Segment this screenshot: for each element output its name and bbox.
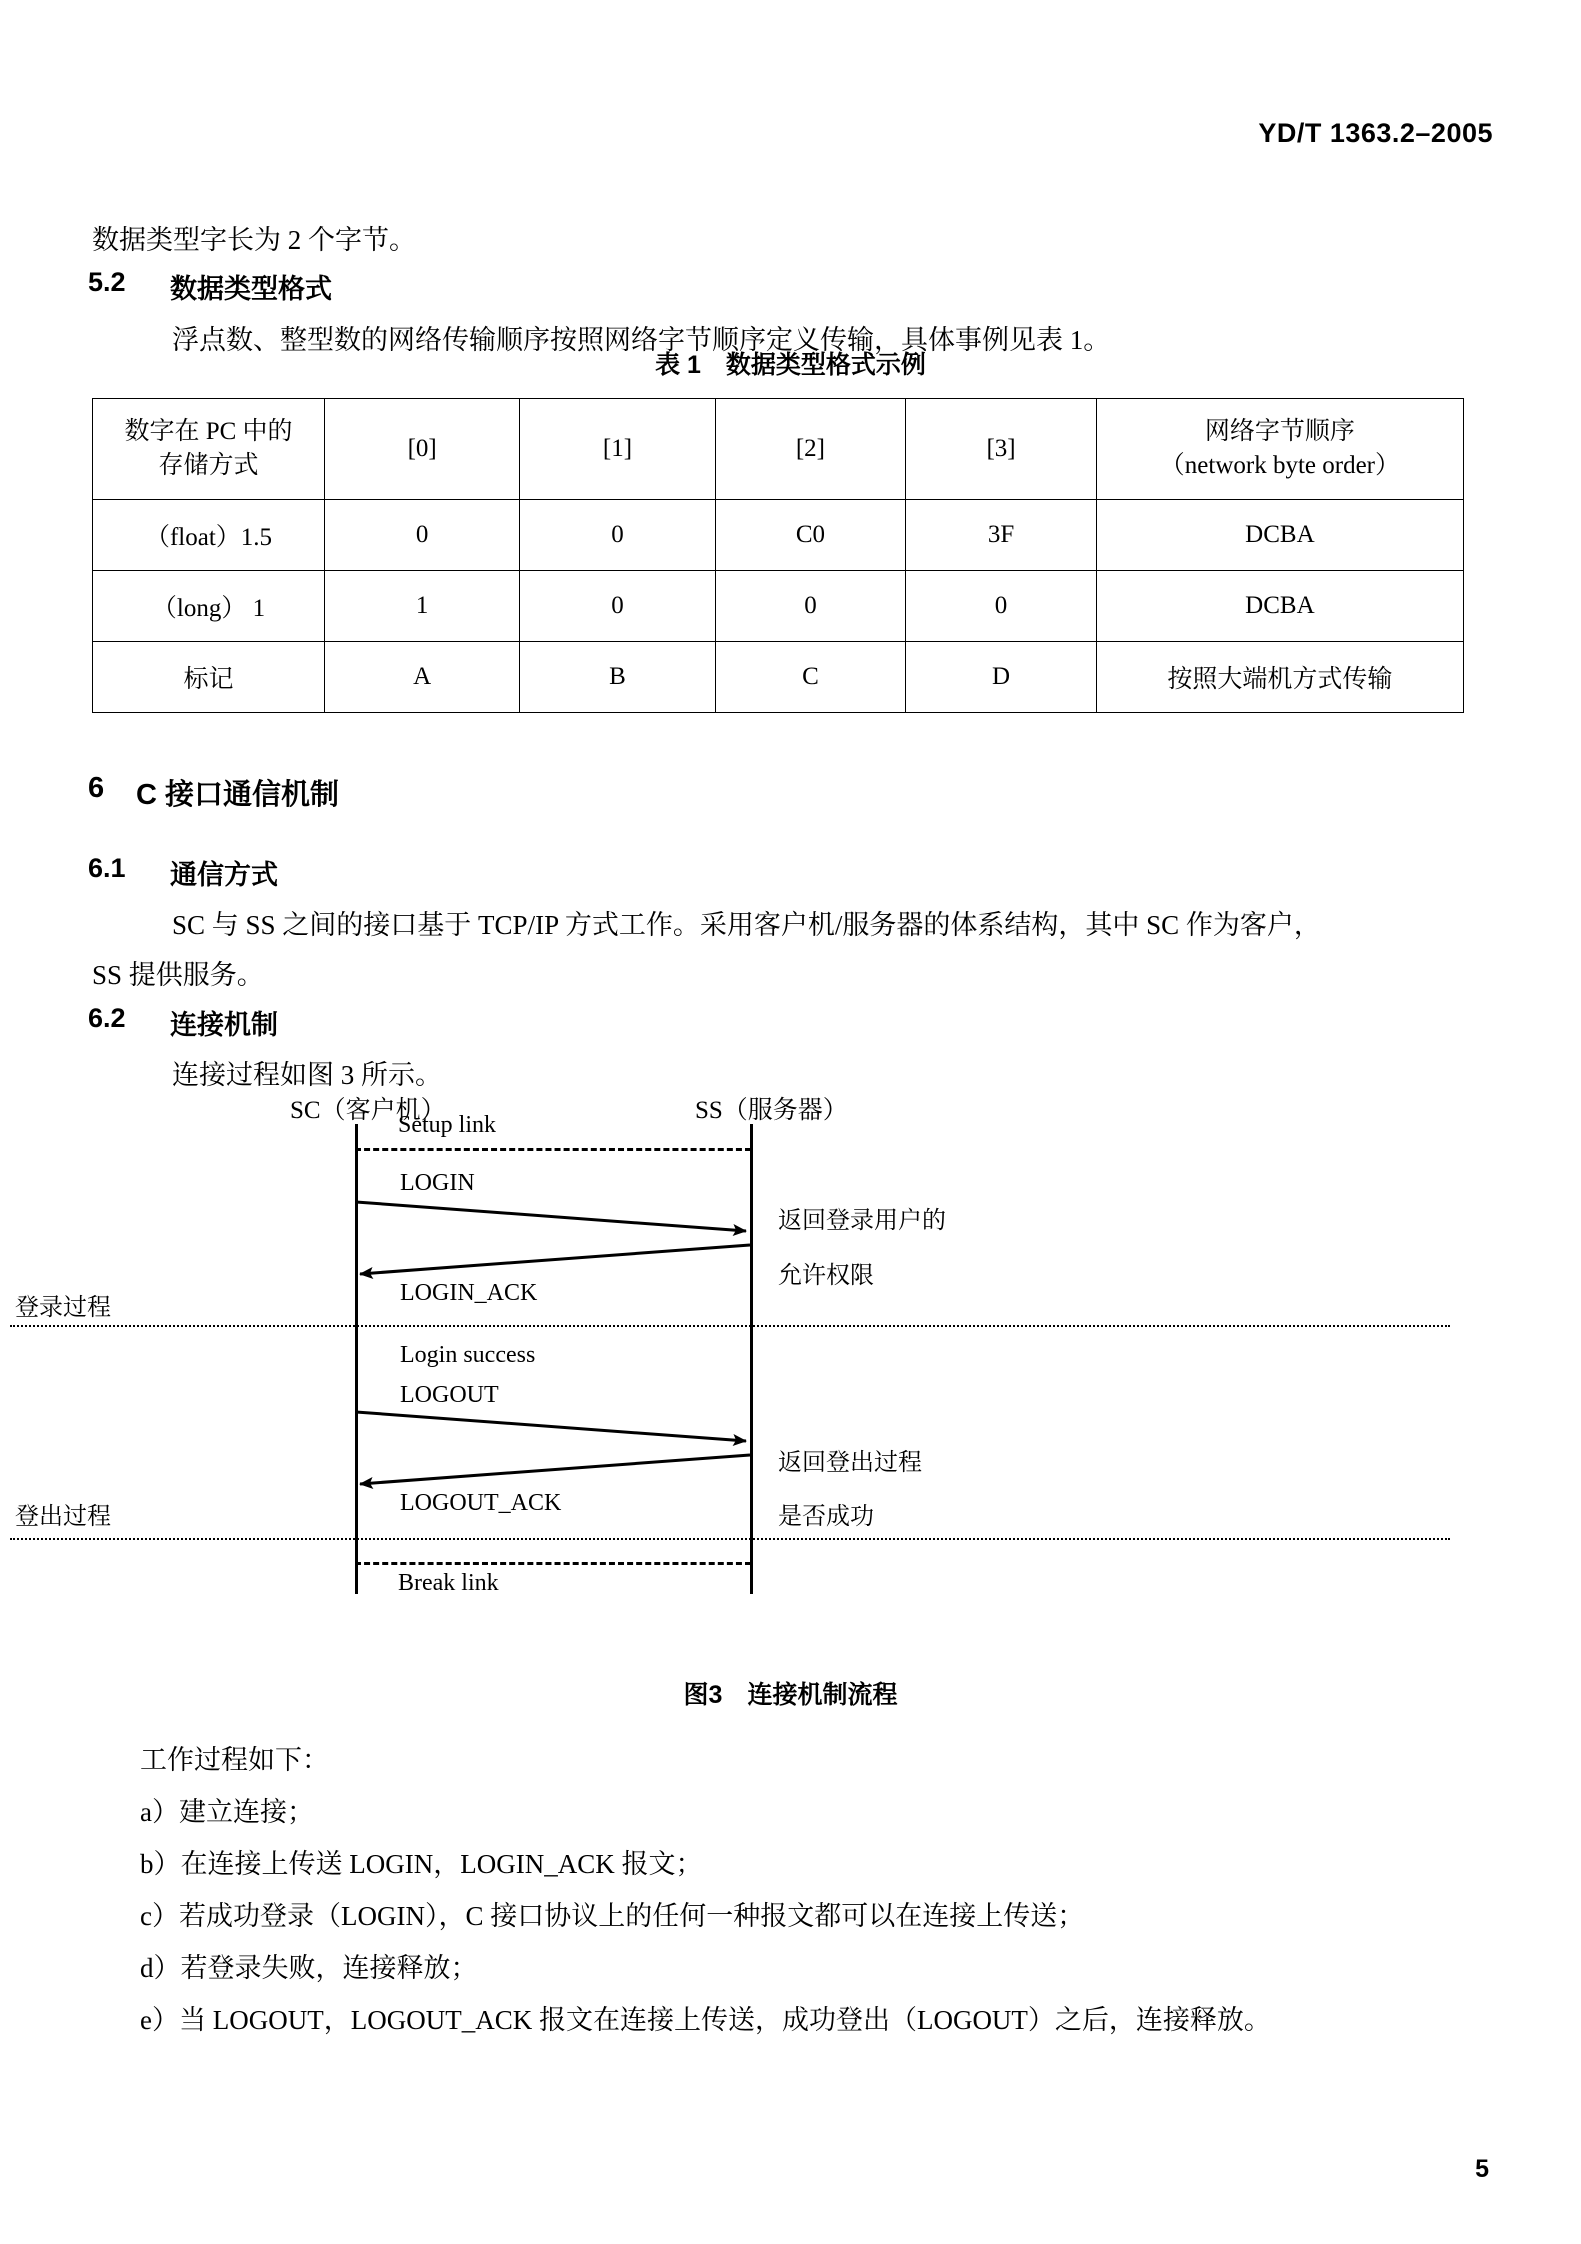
page-number: 5 bbox=[1475, 2155, 1489, 2183]
diagram-logout-ack-label: LOGOUT_ACK bbox=[400, 1490, 562, 1516]
table-header-row bbox=[93, 399, 1464, 500]
diagram-actor-client-label: SC（客户机） bbox=[290, 1097, 446, 1124]
diagram-arrow-login-ack bbox=[360, 1245, 750, 1274]
intro-paragraph: 数据类型字长为 2 个字节。 bbox=[92, 225, 416, 255]
table-header-order-line1: 网络字节顺序 bbox=[1204, 418, 1355, 446]
section-5-2-paragraph: 浮点数、整型数的网络传输顺序按照网络字节顺序定义传输，具体事例见表 1。 bbox=[172, 325, 1111, 355]
table-cell-byte-0: 1 bbox=[324, 571, 519, 642]
diagram-phase-logout-label: 登出过程 bbox=[15, 1504, 111, 1530]
table-row bbox=[93, 571, 1464, 642]
section-6-1-number: 6.1 bbox=[88, 853, 126, 883]
section-6-2-title: 连接机制 bbox=[170, 1010, 278, 1040]
table-cell-byte-3: 0 bbox=[906, 571, 1097, 642]
table-cell-order: 按照大端机方式传输 bbox=[1096, 642, 1463, 713]
table-cell-byte-2: 0 bbox=[715, 571, 906, 642]
diagram-logout-label: LOGOUT bbox=[400, 1382, 499, 1408]
table-cell-byte-1: B bbox=[520, 642, 715, 713]
diagram-setup-link-label: Setup link bbox=[398, 1112, 497, 1138]
section-5-2-number: 5.2 bbox=[88, 267, 126, 297]
table-cell-order: DCBA bbox=[1096, 571, 1463, 642]
table-row bbox=[93, 500, 1464, 571]
table-header-byte-3: [3] bbox=[906, 399, 1097, 500]
table-cell-order: DCBA bbox=[1096, 500, 1463, 571]
work-process-lead: 工作过程如下： bbox=[140, 1745, 329, 1775]
table-header-network-byte-order bbox=[1096, 399, 1463, 500]
table-cell-byte-2: C bbox=[715, 642, 906, 713]
table-cell-storage: （long） 1 bbox=[93, 571, 325, 642]
table-header-order-line2: （network byte order） bbox=[1159, 452, 1401, 479]
diagram-login-label: LOGIN bbox=[400, 1170, 475, 1196]
diagram-note-logout-line1: 返回登出过程 bbox=[778, 1450, 922, 1476]
section-5-2-title: 数据类型格式 bbox=[170, 274, 332, 304]
section-6-number: 6 bbox=[88, 772, 105, 804]
diagram-phase-login-label: 登录过程 bbox=[15, 1295, 111, 1321]
table-header-byte-1: [1] bbox=[520, 399, 715, 500]
table-header-storage-line2: 存储方式 bbox=[158, 452, 259, 479]
document-header-standard-number: YD/T 1363.2–2005 bbox=[1258, 118, 1493, 148]
diagram-arrow-login bbox=[356, 1202, 746, 1231]
table-cell-byte-0: A bbox=[324, 642, 519, 713]
diagram-arrow-logout-ack bbox=[360, 1455, 750, 1484]
diagram-note-login-line2: 允许权限 bbox=[778, 1263, 874, 1289]
table-cell-byte-3: 3F bbox=[906, 500, 1097, 571]
section-6-1-title: 通信方式 bbox=[170, 860, 278, 890]
table-cell-byte-3: D bbox=[906, 642, 1097, 713]
work-process-item-b: b）在连接上传送 LOGIN，LOGIN_ACK 报文； bbox=[140, 1849, 703, 1879]
table-header-storage bbox=[93, 399, 325, 500]
table-cell-byte-2: C0 bbox=[715, 500, 906, 571]
data-type-format-table bbox=[92, 398, 1464, 713]
diagram-actor-server-label: SS（服务器） bbox=[695, 1097, 848, 1124]
table-header-byte-2: [2] bbox=[715, 399, 906, 500]
table-cell-byte-1: 0 bbox=[520, 571, 715, 642]
work-process-item-d: d）若登录失败，连接释放； bbox=[140, 1953, 478, 1983]
diagram-note-logout-line2: 是否成功 bbox=[778, 1504, 874, 1530]
diagram-arrows bbox=[150, 1090, 1450, 1650]
diagram-login-success-label: Login success bbox=[400, 1342, 536, 1368]
table-cell-storage: 标记 bbox=[93, 642, 325, 713]
table-cell-storage: （float）1.5 bbox=[93, 500, 325, 571]
diagram-login-ack-label: LOGIN_ACK bbox=[400, 1280, 538, 1306]
section-6-2-paragraph: 连接过程如图 3 所示。 bbox=[172, 1060, 442, 1090]
work-process-item-c: c）若成功登录（LOGIN），C 接口协议上的任何一种报文都可以在连接上传送； bbox=[140, 1901, 1085, 1931]
work-process-item-a: a）建立连接； bbox=[140, 1797, 314, 1827]
diagram-break-link-label: Break link bbox=[398, 1570, 499, 1596]
figure-3-caption: 图3 连接机制流程 bbox=[683, 1681, 898, 1709]
table-cell-byte-1: 0 bbox=[520, 500, 715, 571]
connection-mechanism-sequence-diagram bbox=[15, 1090, 1450, 1650]
section-6-title: C 接口通信机制 bbox=[136, 779, 340, 811]
section-6-1-paragraph-line2: SS 提供服务。 bbox=[92, 960, 264, 990]
work-process-item-e: e）当 LOGOUT，LOGOUT_ACK 报文在连接上传送，成功登出（LOGOUT）之后，连接释放。 bbox=[140, 2005, 1271, 2035]
table-row bbox=[93, 642, 1464, 713]
section-6-1-paragraph-line1: SC 与 SS 之间的接口基于 TCP/IP 方式工作。采用客户机/服务器的体系结构，其中 SC 作为客户， bbox=[172, 910, 1321, 940]
section-6-2-number: 6.2 bbox=[88, 1003, 126, 1033]
diagram-arrow-logout bbox=[356, 1412, 746, 1441]
table-caption: 表 1 数据类型格式示例 bbox=[655, 351, 926, 379]
table-header-storage-line1: 数字在 PC 中的 bbox=[124, 418, 293, 446]
diagram-note-login-line1: 返回登录用户的 bbox=[778, 1208, 946, 1234]
table-header-byte-0: [0] bbox=[324, 399, 519, 500]
table-cell-byte-0: 0 bbox=[324, 500, 519, 571]
